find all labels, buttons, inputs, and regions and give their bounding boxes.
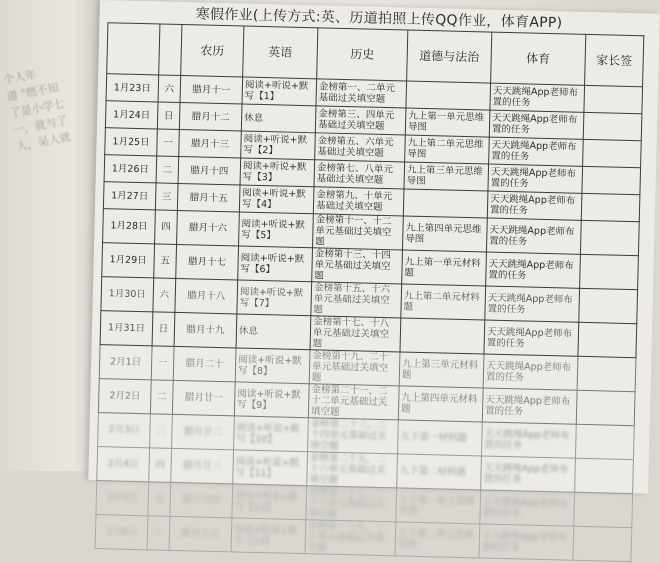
cell-date: 2月2日 [98,379,151,414]
cell-history: 金榜第一、二单元基础过关填空题 [316,79,407,108]
cell-lunar: 腊月十一 [180,75,243,104]
cell-morality: 九上第四单元材料题 [398,386,483,422]
cell-weekday: 二 [150,380,173,415]
cell-english: 阅读+听说+默写【5】 [239,212,314,248]
cell-english: 阅读+听说+默写【4】 [239,185,314,214]
cell-lunar: 腊月廿一 [172,380,235,416]
cell-english: 阅读+听说+默写【6】 [238,246,313,282]
bleed-line: 人，呆人就 [15,130,72,154]
cell-pe: 天天跳绳App老师布置的任务 [486,252,581,288]
cell-weekday: 一 [151,346,174,381]
cell-date: 2月4日 [97,447,150,482]
cell-morality: 九上第一单元思维导图 [405,108,490,137]
cell-weekday: 日 [157,102,180,130]
bleed-line: 一，就与了 [12,113,69,137]
cell-english: 休息 [241,104,316,133]
cell-english: 阅读+听说+默写【10】 [234,416,309,452]
cell-weekday: 一 [157,129,180,157]
cell-parent-signature [578,322,637,357]
cell-weekday: 二 [156,156,179,184]
cell-weekday: 四 [155,210,178,245]
cell-parent-signature [583,112,642,140]
cell-pe: 天天跳绳App老师布置的任务 [488,164,583,193]
cell-lunar: 腊月廿四 [170,482,233,518]
cell-lunar: 腊月廿二 [172,414,235,450]
cell-date: 1月23日 [106,74,159,102]
cell-english: 阅读+听说+默写【2】 [241,131,316,160]
cell-date: 1月28日 [103,209,156,244]
cell-weekday: 日 [152,312,175,347]
cell-parent-signature [573,526,632,561]
header-history: 历史 [317,28,408,81]
cell-lunar: 腊月十四 [178,156,241,185]
cell-morality: 九上第三单元思维导图 [404,162,489,191]
cell-english: 阅读+听说+默写【9】 [234,382,309,418]
cell-pe: 天天跳绳App老师布置的任务 [486,218,581,254]
cell-weekday: 六 [153,278,176,313]
cell-parent-signature [577,356,636,391]
cell-history: 金榜第九、十单元基础过关填空题 [313,187,404,216]
cell-english: 阅读+听说+默写【3】 [240,158,315,187]
cell-morality: 九下第一材料题 [397,420,482,456]
cell-weekday: 三 [150,414,173,449]
cell-history: 金榜第二十一、二十二单元基础过关填空题 [308,384,399,420]
header-pe: 体育 [491,32,586,85]
cell-english: 阅读+听说+默写【11】 [233,450,308,486]
cell-morality: 九上第四单元思维导图 [402,216,487,252]
cell-weekday: 五 [148,482,171,517]
cell-history: 金榜第三、四单元基础过关填空题 [315,106,406,135]
cell-english: 阅读+听说+默写【7】 [237,280,312,316]
cell-pe: 天天跳绳App老师布置的任务 [482,388,577,424]
cell-date: 1月27日 [103,182,156,210]
cell-pe: 天天跳绳App老师布置的任务 [489,110,584,139]
cell-pe: 天天跳绳App老师布置的任务 [480,490,575,526]
cell-morality: 九上第二单元思维导图 [405,135,490,164]
homework-sheet [88,0,660,554]
cell-english: 阅读+听说+默写【12】 [232,484,307,520]
cell-english: 阅读+听说+默写【13】 [231,518,306,554]
cell-lunar: 腊月廿三 [171,448,234,484]
cell-pe: 天天跳绳App老师布置的任务 [481,456,576,492]
cell-morality [403,189,488,218]
cell-date: 1月24日 [105,101,158,129]
cell-history: 金榜第二十五、二十六单元基础过关填空题 [307,452,398,488]
cell-parent-signature [576,390,635,425]
cell-history: 金榜第十一、十二单元基础过关填空题 [313,214,404,250]
cell-morality: 九下第二材料题 [397,454,482,490]
bleed-line: 道 "燃不知 [5,80,60,104]
cell-date: 1月26日 [104,155,157,183]
cell-weekday: 三 [155,183,178,211]
cell-pe: 天天跳绳App老师布置的任务 [481,422,576,458]
bleed-through-text [2,55,107,156]
cell-english: 阅读+听说+默写【1】 [242,77,317,106]
cell-morality: 九下第二单元思维导图 [395,522,480,558]
cell-parent-signature [579,288,638,323]
cell-date: 1月29日 [102,243,155,278]
cell-history: 金榜第二十三、二十四单元基础过关填空题 [308,418,399,454]
cell-weekday: 六 [158,75,181,103]
cell-pe: 天天跳绳App老师布置的任务 [487,191,582,220]
homework-table [95,22,645,562]
cell-pe: 天天跳绳App老师布置的任务 [483,354,578,390]
cell-parent-signature [574,492,633,527]
cell-parent-signature [581,193,640,221]
cell-history: 金榜第十七、十八单元基础过关填空题 [310,316,401,352]
cell-pe: 天天跳绳App老师布置的任务 [489,137,584,166]
cell-pe: 天天跳绳App老师布置的任务 [479,524,574,560]
header-lunar: 农历 [181,25,244,77]
cell-date: 1月25日 [105,128,158,156]
cell-pe: 天天跳绳App老师布置的任务 [484,320,579,356]
header-english: 英语 [243,26,318,79]
cell-parent-signature [580,220,639,255]
cell-date: 1月31日 [100,311,153,346]
cell-lunar: 腊月廿五 [169,516,232,552]
cell-english: 阅读+听说+默写【8】 [235,348,310,384]
cell-morality: 九上第二单元材料题 [401,284,486,320]
cell-lunar: 腊月十八 [175,278,238,314]
cell-lunar: 腊月十二 [179,102,242,131]
cell-lunar: 腊月十六 [177,210,240,246]
cell-date: 2月3日 [98,413,151,448]
cell-parent-signature [582,166,641,194]
cell-parent-signature [584,85,643,113]
cell-lunar: 腊月十七 [176,244,239,280]
cell-history: 金榜第七、八单元基础过关填空题 [314,160,405,189]
cell-history: 金榜第二十七、二十八单元基础过关填空题 [306,486,397,522]
cell-weekday: 六 [147,516,170,551]
cell-history: 金榜第十五、十六单元基础过关填空题 [311,282,402,318]
cell-morality: 九上第三单元材料题 [399,352,484,388]
bleed-line: 个人年 [2,67,38,87]
cell-date: 2月5日 [96,481,149,516]
header-date [107,23,160,75]
page-title: 寒假作业(上传方式:英、历道拍照上传QQ作业，体育APP) [195,6,563,32]
cell-lunar: 腊月十五 [177,183,240,212]
cell-morality [406,81,491,110]
cell-parent-signature [575,458,634,493]
cell-history: 金榜第五、六单元基础过关填空题 [315,133,406,162]
header-parent: 家长签 [585,34,644,86]
cell-parent-signature [583,139,642,167]
left-facing-page [0,0,104,471]
cell-pe: 天天跳绳App老师布置的任务 [490,83,585,112]
cell-history: 金榜第十九、二十单元基础过关填空题 [309,350,400,386]
cell-parent-signature [580,254,639,289]
cell-morality: 九上第一单元材料题 [402,250,487,286]
cell-weekday: 四 [149,448,172,483]
cell-parent-signature [575,424,634,459]
cell-date: 1月30日 [101,277,154,312]
cell-date: 2月1日 [99,345,152,380]
cell-morality [400,318,485,354]
header-weekday [159,24,182,76]
cell-morality: 九下第一单元思维导图 [396,488,481,524]
cell-weekday: 五 [154,244,177,279]
cell-lunar: 腊月十九 [174,312,237,348]
cell-pe: 天天跳绳App老师布置的任务 [485,286,580,322]
cell-lunar: 腊月十三 [179,129,242,158]
cell-lunar: 腊月二十 [173,346,236,382]
cell-english: 休息 [236,314,311,350]
cell-history: 金榜第二十九、三十单元基础过关填空题 [305,520,396,556]
bleed-line: 了是小学七 [8,96,66,121]
cell-history: 金榜第十三、十四单元基础过关填空题 [312,248,403,284]
cell-date: 2月6日 [95,515,148,550]
header-morality: 道德与法治 [407,30,492,83]
